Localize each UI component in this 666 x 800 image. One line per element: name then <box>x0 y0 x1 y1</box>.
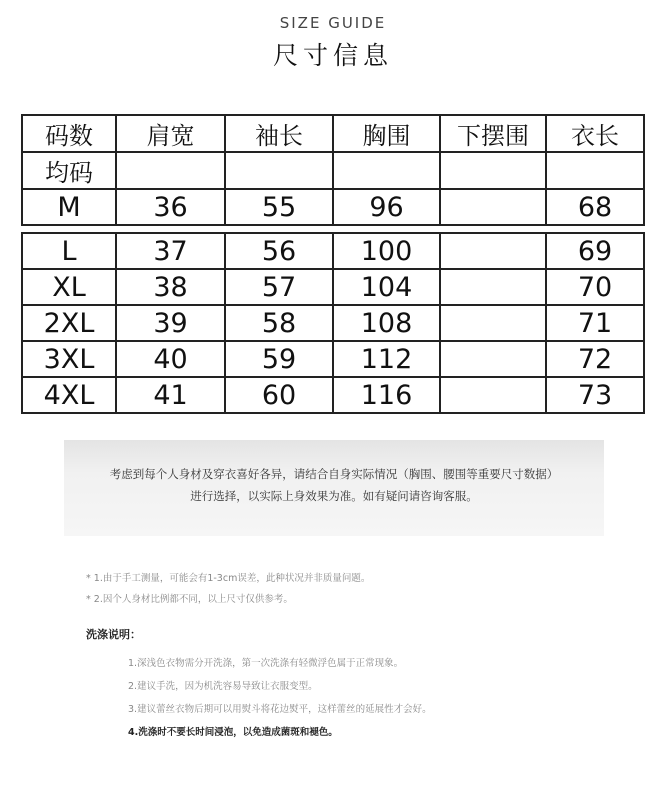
table-cell: 71 <box>546 305 644 341</box>
size-cell: 2XL <box>22 305 116 341</box>
table-cell <box>440 269 546 305</box>
table-row <box>22 233 644 269</box>
table-row <box>22 152 644 189</box>
size-cell: 3XL <box>22 341 116 377</box>
table-row <box>22 189 644 225</box>
column-header: 袖长 <box>225 115 333 152</box>
title-en: SIZE GUIDE <box>279 14 387 32</box>
measurement-notes <box>86 568 370 610</box>
table-cell: 69 <box>546 233 644 269</box>
size-table <box>21 114 645 414</box>
column-header: 码数 <box>22 115 116 152</box>
table-cell: 56 <box>225 233 333 269</box>
wash-item: 3.建议蕾丝衣物后期可以用熨斗将花边熨平，这样蕾丝的延展性才会好。 <box>128 704 432 715</box>
table-cell <box>440 377 546 413</box>
table-cell <box>440 305 546 341</box>
table-cell: 100 <box>333 233 440 269</box>
size-cell: 4XL <box>22 377 116 413</box>
table-cell: 55 <box>225 189 333 225</box>
column-header: 下摆围 <box>440 115 546 152</box>
wash-item: 2.建议手洗，因为机洗容易导致让衣服变型。 <box>128 681 318 692</box>
table-cell <box>333 152 440 189</box>
wash-instructions <box>128 652 432 744</box>
table-cell: 104 <box>333 269 440 305</box>
note-item: * 1.由于手工测量，可能会有1-3cm误差，此种状况并非质量问题。 <box>86 573 371 584</box>
table-cell: 59 <box>225 341 333 377</box>
table-cell: 96 <box>333 189 440 225</box>
table-cell: 36 <box>116 189 225 225</box>
table-cell: 116 <box>333 377 440 413</box>
table-cell: 39 <box>116 305 225 341</box>
table-row <box>22 377 644 413</box>
table-row <box>22 341 644 377</box>
table-row <box>22 305 644 341</box>
table-cell: 112 <box>333 341 440 377</box>
wash-item: 1.深浅色衣物需分开洗涤，第一次洗涤有轻微浮色属于正常现象。 <box>128 658 404 669</box>
table-gap <box>22 225 644 233</box>
table-cell: 70 <box>546 269 644 305</box>
notice-box <box>64 440 604 536</box>
table-cell: 57 <box>225 269 333 305</box>
table-cell <box>440 233 546 269</box>
table-cell: 60 <box>225 377 333 413</box>
page-header <box>0 14 666 72</box>
table-cell <box>116 152 225 189</box>
table-cell: 41 <box>116 377 225 413</box>
notice-line: 考虑到每个人身材及穿衣喜好各异，请结合自身实际情况（胸围、腰围等重要尺寸数据） <box>109 467 559 481</box>
table-cell <box>546 152 644 189</box>
column-header: 胸围 <box>333 115 440 152</box>
size-cell: 均码 <box>22 152 116 189</box>
table-row <box>22 269 644 305</box>
table-cell: 68 <box>546 189 644 225</box>
table-cell: 38 <box>116 269 225 305</box>
table-cell <box>440 152 546 189</box>
size-cell: XL <box>22 269 116 305</box>
column-header: 衣长 <box>546 115 644 152</box>
table-cell: 73 <box>546 377 644 413</box>
title-zh: 尺寸信息 <box>272 41 393 70</box>
notice-line: 进行选择，以实际上身效果为准。如有疑问请咨询客服。 <box>190 489 478 503</box>
table-cell: 37 <box>116 233 225 269</box>
table-cell: 40 <box>116 341 225 377</box>
size-cell: M <box>22 189 116 225</box>
table-header-row <box>22 115 644 152</box>
column-header: 肩宽 <box>116 115 225 152</box>
table-cell <box>440 341 546 377</box>
table-cell <box>440 189 546 225</box>
table-cell: 108 <box>333 305 440 341</box>
table-cell <box>225 152 333 189</box>
size-cell: L <box>22 233 116 269</box>
wash-item: 4.洗涤时不要长时间浸泡，以免造成菌斑和褪色。 <box>128 727 338 738</box>
table-cell: 72 <box>546 341 644 377</box>
table-cell: 58 <box>225 305 333 341</box>
note-item: * 2.因个人身材比例都不同，以上尺寸仅供参考。 <box>86 594 293 605</box>
wash-title: 洗涤说明： <box>86 628 141 641</box>
